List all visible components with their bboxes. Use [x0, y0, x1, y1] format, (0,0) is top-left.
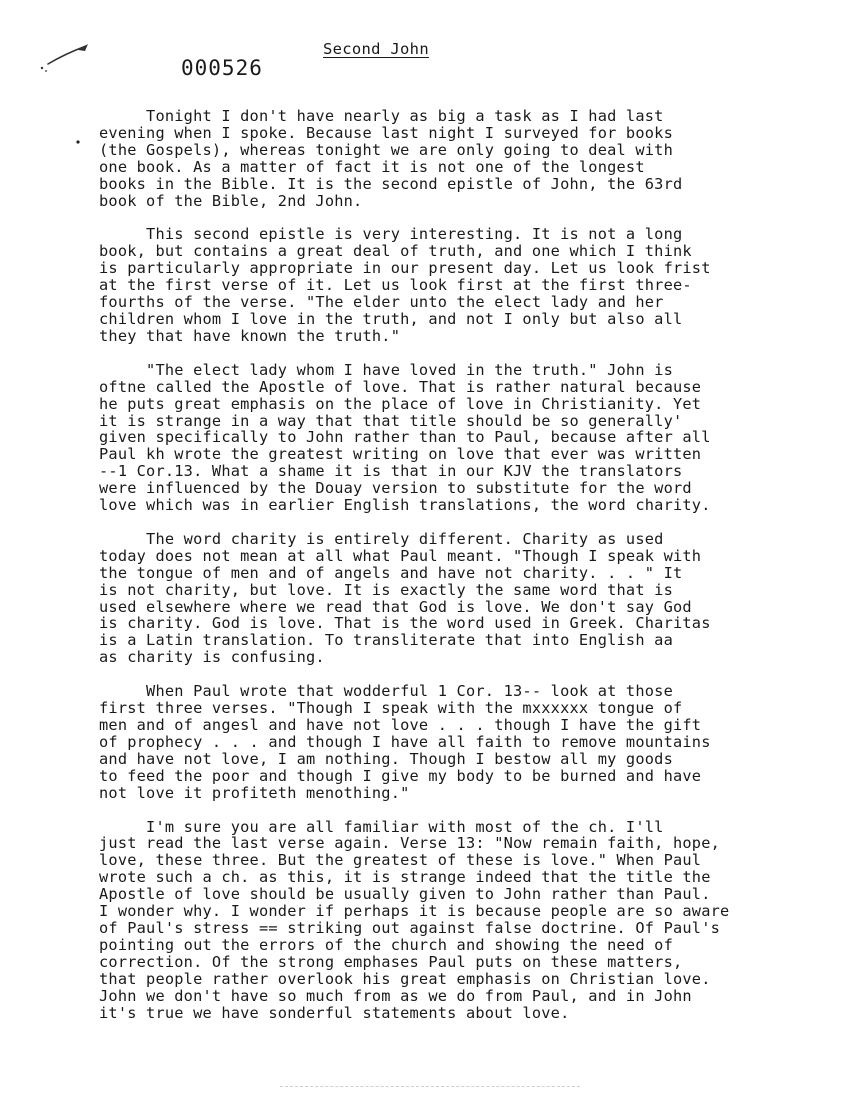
- text-line: is not charity, but love. It is exactly the same word that is: [99, 580, 673, 599]
- text-line: one book. As a matter of fact it is not one of the longest: [99, 157, 645, 176]
- text-line: is charity. God is love. That is the word used in Greek. Charitas: [99, 614, 711, 633]
- text-line: that people rather overlook his great emphasis on Christian love.: [99, 969, 711, 988]
- text-line: book of the Bible, 2nd John.: [99, 191, 363, 210]
- text-line: just read the last verse again. Verse 13: "Now remain faith, hope,: [99, 834, 721, 853]
- text-line: first three verses. "Though I speak with the mxxxxxx tongue of: [99, 699, 683, 718]
- paragraph: [99, 362, 799, 514]
- text-line: I wonder why. I wonder if perhaps it is because people are so aware: [99, 902, 730, 921]
- text-line: and have not love, I am nothing. Though I bestow all my goods: [99, 749, 673, 768]
- text-line: pointing out the errors of the church and showing the need of: [99, 935, 673, 954]
- pen-mark-icon: [28, 40, 94, 74]
- text-line: books in the Bible. It is the second epistle of John, the 63rd: [99, 174, 683, 193]
- text-line: is particularly appropriate in our present day. Let us look frist: [99, 259, 711, 278]
- text-line: This second epistle is very interesting. It is not a long: [99, 225, 683, 244]
- text-line: book, but contains a great deal of truth, and one which I think: [99, 242, 692, 261]
- text-line: today does not mean at all what Paul meant. "Though I speak with: [99, 546, 702, 565]
- text-line: children whom I love in the truth, and not I only but also all: [99, 309, 683, 328]
- text-line: (the Gospels), whereas tonight we are only going to deal with: [99, 140, 673, 159]
- paragraph: [99, 108, 799, 209]
- text-line: love which was in earlier English translations, the word charity.: [99, 496, 711, 515]
- document-body: [99, 108, 799, 1038]
- text-line: of Paul's stress == striking out against false doctrine. Of Paul's: [99, 918, 721, 937]
- text-line: it is strange in a way that that title should be so generally': [99, 411, 683, 430]
- ink-dot-icon: [76, 140, 80, 144]
- text-line: were influenced by the Douay version to substitute for the word: [99, 479, 692, 498]
- text-line: men and of angesl and have not love . . . though I have the gift: [99, 716, 702, 734]
- text-line: to feed the poor and though I give my body to be burned and have: [99, 766, 702, 785]
- paragraph: [99, 531, 799, 666]
- text-line: Paul kh wrote the greatest writing on love that ever was written: [99, 445, 702, 464]
- text-line: correction. Of the strong emphases Paul puts on these matters,: [99, 952, 683, 971]
- text-line: Apostle of love should be usually given to John rather than Paul.: [99, 885, 711, 904]
- text-line: oftne called the Apostle of love. That is rather natural because: [99, 377, 702, 396]
- text-line: it's true we have sonderful statements about love.: [99, 1003, 570, 1022]
- text-line: --1 Cor.13. What a shame it is that in our KJV the translators: [99, 462, 683, 481]
- document-number: 000526: [181, 56, 263, 80]
- paragraph: [99, 226, 799, 344]
- text-line: "The elect lady whom I have loved in the truth." John is: [99, 360, 673, 379]
- text-line: not love it profiteth menothing.": [99, 783, 410, 802]
- paragraph: [99, 683, 799, 801]
- text-line: they that have known the truth.": [99, 326, 401, 345]
- page-title: Second John: [323, 40, 429, 58]
- text-line: love, these three. But the greatest of these is love." When Paul: [99, 851, 702, 870]
- text-line: used elsewhere where we read that God is love. We don't say God: [99, 597, 692, 616]
- text-line: at the first verse of it. Let us look first at the first three-: [99, 276, 692, 295]
- text-line: given specifically to John rather than to Paul, because after all: [99, 428, 711, 447]
- text-line: Tonight I don't have nearly as big a task as I had last: [99, 107, 664, 125]
- text-line: The word charity is entirely different. Charity as used: [99, 529, 664, 548]
- text-line: I'm sure you are all familiar with most of the ch. I'll: [99, 817, 664, 836]
- text-line: John we don't have so much from as we do from Paul, and in John: [99, 986, 692, 1005]
- text-line: When Paul wrote that wodderful 1 Cor. 13-- look at those: [99, 682, 673, 701]
- text-line: the tongue of men and of angels and have not charity. . . " It: [99, 563, 683, 582]
- paragraph: [99, 819, 799, 1022]
- text-line: evening when I spoke. Because last night I surveyed for books: [99, 123, 673, 142]
- text-line: as charity is confusing.: [99, 648, 325, 667]
- scan-artifact-divider: [280, 1086, 580, 1088]
- text-line: he puts great emphasis on the place of love in Christianity. Yet: [99, 394, 702, 413]
- text-line: is a Latin translation. To transliterate that into English aa: [99, 631, 673, 650]
- text-line: wrote such a ch. as this, it is strange indeed that the title the: [99, 868, 711, 887]
- text-line: of prophecy . . . and though I have all faith to remove mountains: [99, 732, 711, 751]
- text-line: fourths of the verse. "The elder unto the elect lady and her: [99, 293, 664, 312]
